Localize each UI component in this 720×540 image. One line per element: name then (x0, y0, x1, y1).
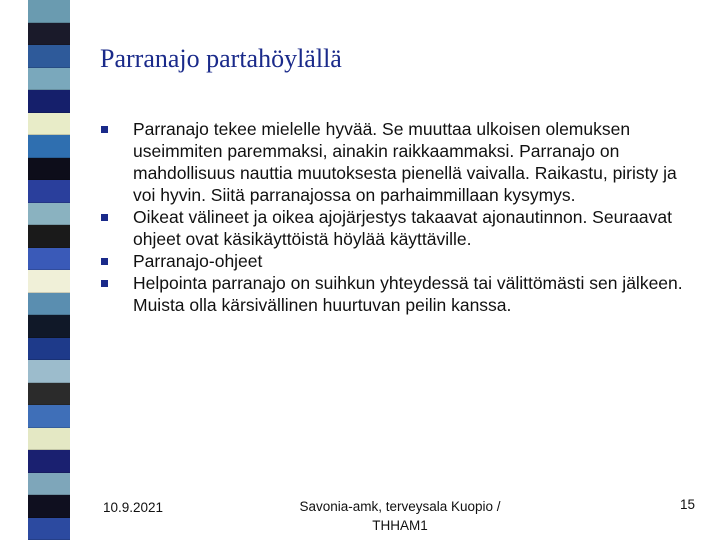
stripe-block (28, 225, 70, 248)
stripe-block (28, 180, 70, 203)
bullet-text: Parranajo tekee mielelle hyvää. Se muuttaa ulkoisen olemuksen useimmiten paremmaksi, ainakin raikkaammaksi. Parranajo on mahdollisuus nauttia muutoksesta pienellä vaivalla. Raikastu, piristy ja voi hyvin. Siitä parranajossa on parhaimmillaan kysymys. (133, 119, 677, 205)
stripe-block (28, 293, 70, 316)
stripe-block (28, 338, 70, 361)
stripe-block (28, 428, 70, 451)
stripe-block (28, 0, 70, 23)
square-bullet-icon (101, 258, 108, 265)
bullet-text: Parranajo-ohjeet (133, 251, 263, 271)
stripe-block (28, 68, 70, 91)
footer-source (280, 497, 520, 535)
stripe-block (28, 360, 70, 383)
stripe-block (28, 158, 70, 181)
footer-date: 10.9.2021 (103, 500, 164, 515)
stripe-block (28, 315, 70, 338)
bullet-text: Oikeat välineet ja oikea ajojärjestys takaavat ajonautinnon. Seuraavat ohjeet ovat käsikäyttöistä höylää käyttäville. (133, 207, 672, 249)
stripe-block (28, 450, 70, 473)
footer-source-line: Savonia-amk, terveysala Kuopio / (299, 499, 501, 514)
bullet-item (100, 272, 700, 316)
stripe-block (28, 495, 70, 518)
stripe-block (28, 518, 70, 540)
square-bullet-icon (101, 280, 108, 287)
stripe-block (28, 383, 70, 406)
square-bullet-icon (101, 126, 108, 133)
stripe-block (28, 113, 70, 136)
page-number: 15 (679, 497, 695, 512)
stripe-block (28, 23, 70, 46)
stripe-block (28, 405, 70, 428)
bullet-item (100, 206, 700, 250)
slide-title: Parranajo partahöylällä (100, 44, 342, 73)
square-bullet-icon (101, 214, 108, 221)
decorative-color-stripe (28, 0, 70, 540)
stripe-block (28, 203, 70, 226)
bullet-list (100, 118, 700, 316)
stripe-block (28, 135, 70, 158)
bullet-item (100, 118, 700, 206)
stripe-block (28, 45, 70, 68)
bullet-item (100, 250, 700, 272)
stripe-block (28, 270, 70, 293)
bullet-text: Helpointa parranajo on suihkun yhteydessä tai välittömästi sen jälkeen. Muista olla kärsivällinen huurtuvan peilin kanssa. (133, 273, 683, 315)
stripe-block (28, 248, 70, 271)
stripe-block (28, 90, 70, 113)
footer-source-line: THHAM1 (372, 518, 428, 533)
stripe-block (28, 473, 70, 496)
